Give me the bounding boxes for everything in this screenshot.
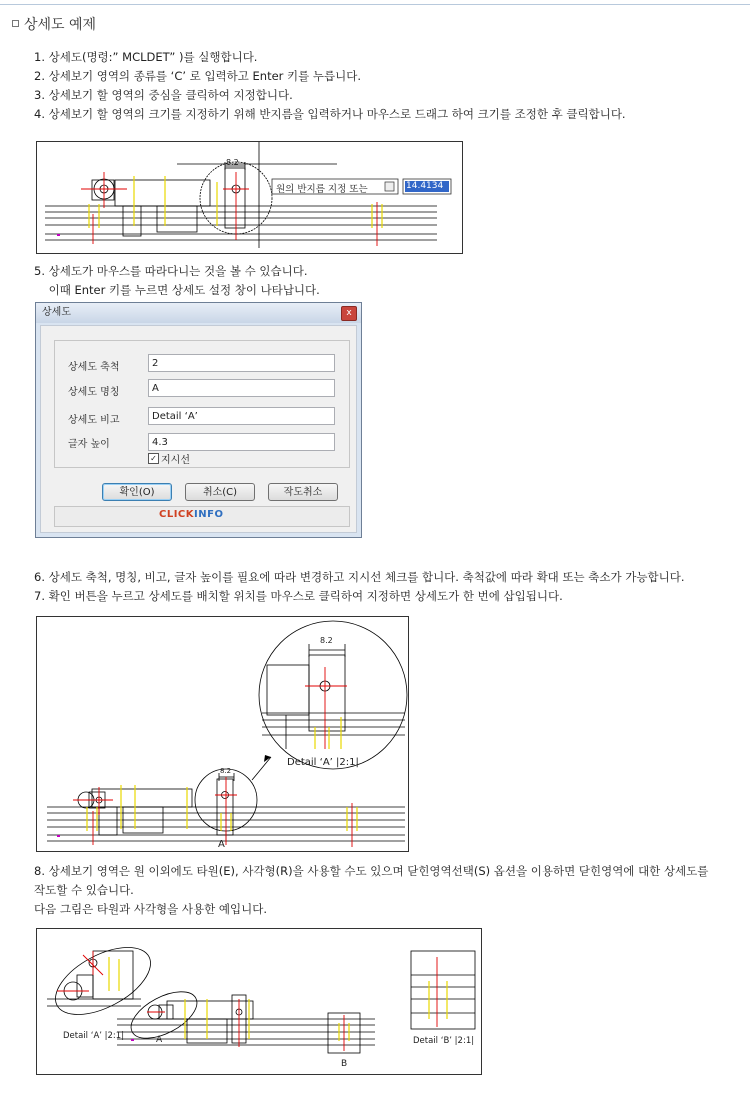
- fig3-marker-a: A: [156, 1035, 163, 1045]
- figure-2-inserted-detail: [36, 616, 409, 852]
- fig3-detail-b: Detail ‘B’ |2:1|: [413, 1036, 475, 1046]
- cancel-button[interactable]: 취소(C): [185, 483, 255, 501]
- top-divider: [0, 4, 750, 5]
- step-4: 4. 상세보기 할 영역의 크기를 지정하기 위해 반지름을 입력하거나 마우스로 드래그 하여 크기를 조정한 후 클릭합니다.: [34, 107, 626, 121]
- step-7: 7. 확인 버튼을 누르고 상세도를 배치할 위치를 마우스로 클릭하여 지정하면 상세도가 한 번에 삽입됩니다.: [34, 589, 563, 603]
- fig2-detail-label: Detail ‘A’ |2:1|: [287, 757, 359, 768]
- close-icon[interactable]: x: [341, 306, 357, 321]
- scale-label: 상세도 축척: [68, 362, 120, 373]
- fig2-dim-large: 8.2: [320, 636, 333, 645]
- text-height-label: 글자 높이: [68, 439, 110, 450]
- scale-input[interactable]: 2: [148, 354, 335, 372]
- step-1: 1. 상세도(명령:” MCLDET” )를 실행합니다.: [34, 50, 258, 64]
- steps-6-7: [34, 568, 685, 606]
- name-input[interactable]: A: [148, 379, 335, 397]
- leader-checkbox-label: 지시선: [161, 455, 190, 466]
- page-title-text: 상세도 예제: [24, 17, 97, 33]
- leader-checkbox[interactable]: ✓: [148, 453, 159, 464]
- bullet-square-icon: [12, 20, 19, 27]
- ok-button[interactable]: 확인(O): [102, 483, 172, 501]
- note-input[interactable]: Detail ‘A’: [148, 407, 335, 425]
- step-8-cont: 작도할 수 있습니다.: [34, 883, 134, 897]
- settings-group: [54, 340, 350, 468]
- fig1-dim-label: 8.2: [226, 158, 239, 167]
- step-2: 2. 상세보기 영역의 종류를 ‘C’ 로 입력하고 Enter 키를 누릅니다.: [34, 69, 362, 83]
- step-3: 3. 상세보기 할 영역의 중심을 클릭하여 지정합니다.: [34, 88, 293, 102]
- steps-5: [34, 262, 320, 300]
- fig3-detail-a: Detail ‘A’ |2:1|: [63, 1031, 125, 1041]
- logo-part-1: CLICK: [159, 509, 195, 520]
- fig1-prompt-value: 14.4134: [406, 181, 444, 191]
- cancel-draw-button[interactable]: 작도취소: [268, 483, 338, 501]
- step-6: 6. 상세도 축척, 명칭, 비고, 글자 높이를 필요에 따라 변경하고 지시선 체크를 합니다. 축척값에 따라 확대 또는 축소가 가능합니다.: [34, 570, 685, 584]
- figure-1-detail-circle-prompt: [36, 141, 463, 254]
- fig2-marker-a: A: [218, 839, 225, 850]
- step-8-example: 다음 그림은 타원과 사각형을 사용한 예입니다.: [34, 902, 268, 916]
- step-5: 5. 상세도가 마우스를 따라다니는 것을 볼 수 있습니다.: [34, 264, 308, 278]
- figure-2-drawing: [37, 617, 408, 851]
- fig2-dim-small: 8.2: [220, 767, 232, 775]
- figure-3-ellipse-rectangle-detail: [36, 928, 482, 1075]
- name-label: 상세도 명칭: [68, 387, 120, 398]
- logo-part-2: INFO: [194, 509, 224, 520]
- dialog-title: 상세도: [36, 303, 361, 323]
- fig1-prompt-label: 원의 반지름 지정 또는: [276, 184, 368, 195]
- step-8: 8. 상세보기 영역은 원 이외에도 타원(E), 사각형(R)을 사용할 수도 있으며 닫힌영역선택(S) 옵션을 이용하면 닫힌영역에 대한 상세도를: [34, 864, 709, 878]
- dialog-body: [40, 325, 357, 533]
- figure-3-drawing: [37, 929, 481, 1074]
- figure-1-drawing: [37, 142, 462, 253]
- note-label: 상세도 비고: [68, 415, 120, 426]
- clickinfo-logo: [159, 509, 223, 520]
- page-title: [12, 14, 96, 34]
- text-height-input[interactable]: 4.3: [148, 433, 335, 451]
- steps-1-4: [34, 48, 626, 124]
- fig3-marker-b: B: [341, 1059, 348, 1069]
- detail-settings-dialog: [35, 302, 362, 538]
- steps-8: [34, 862, 708, 919]
- step-5-note: 이때 Enter 키를 누르면 상세도 설정 창이 나타납니다.: [34, 283, 320, 297]
